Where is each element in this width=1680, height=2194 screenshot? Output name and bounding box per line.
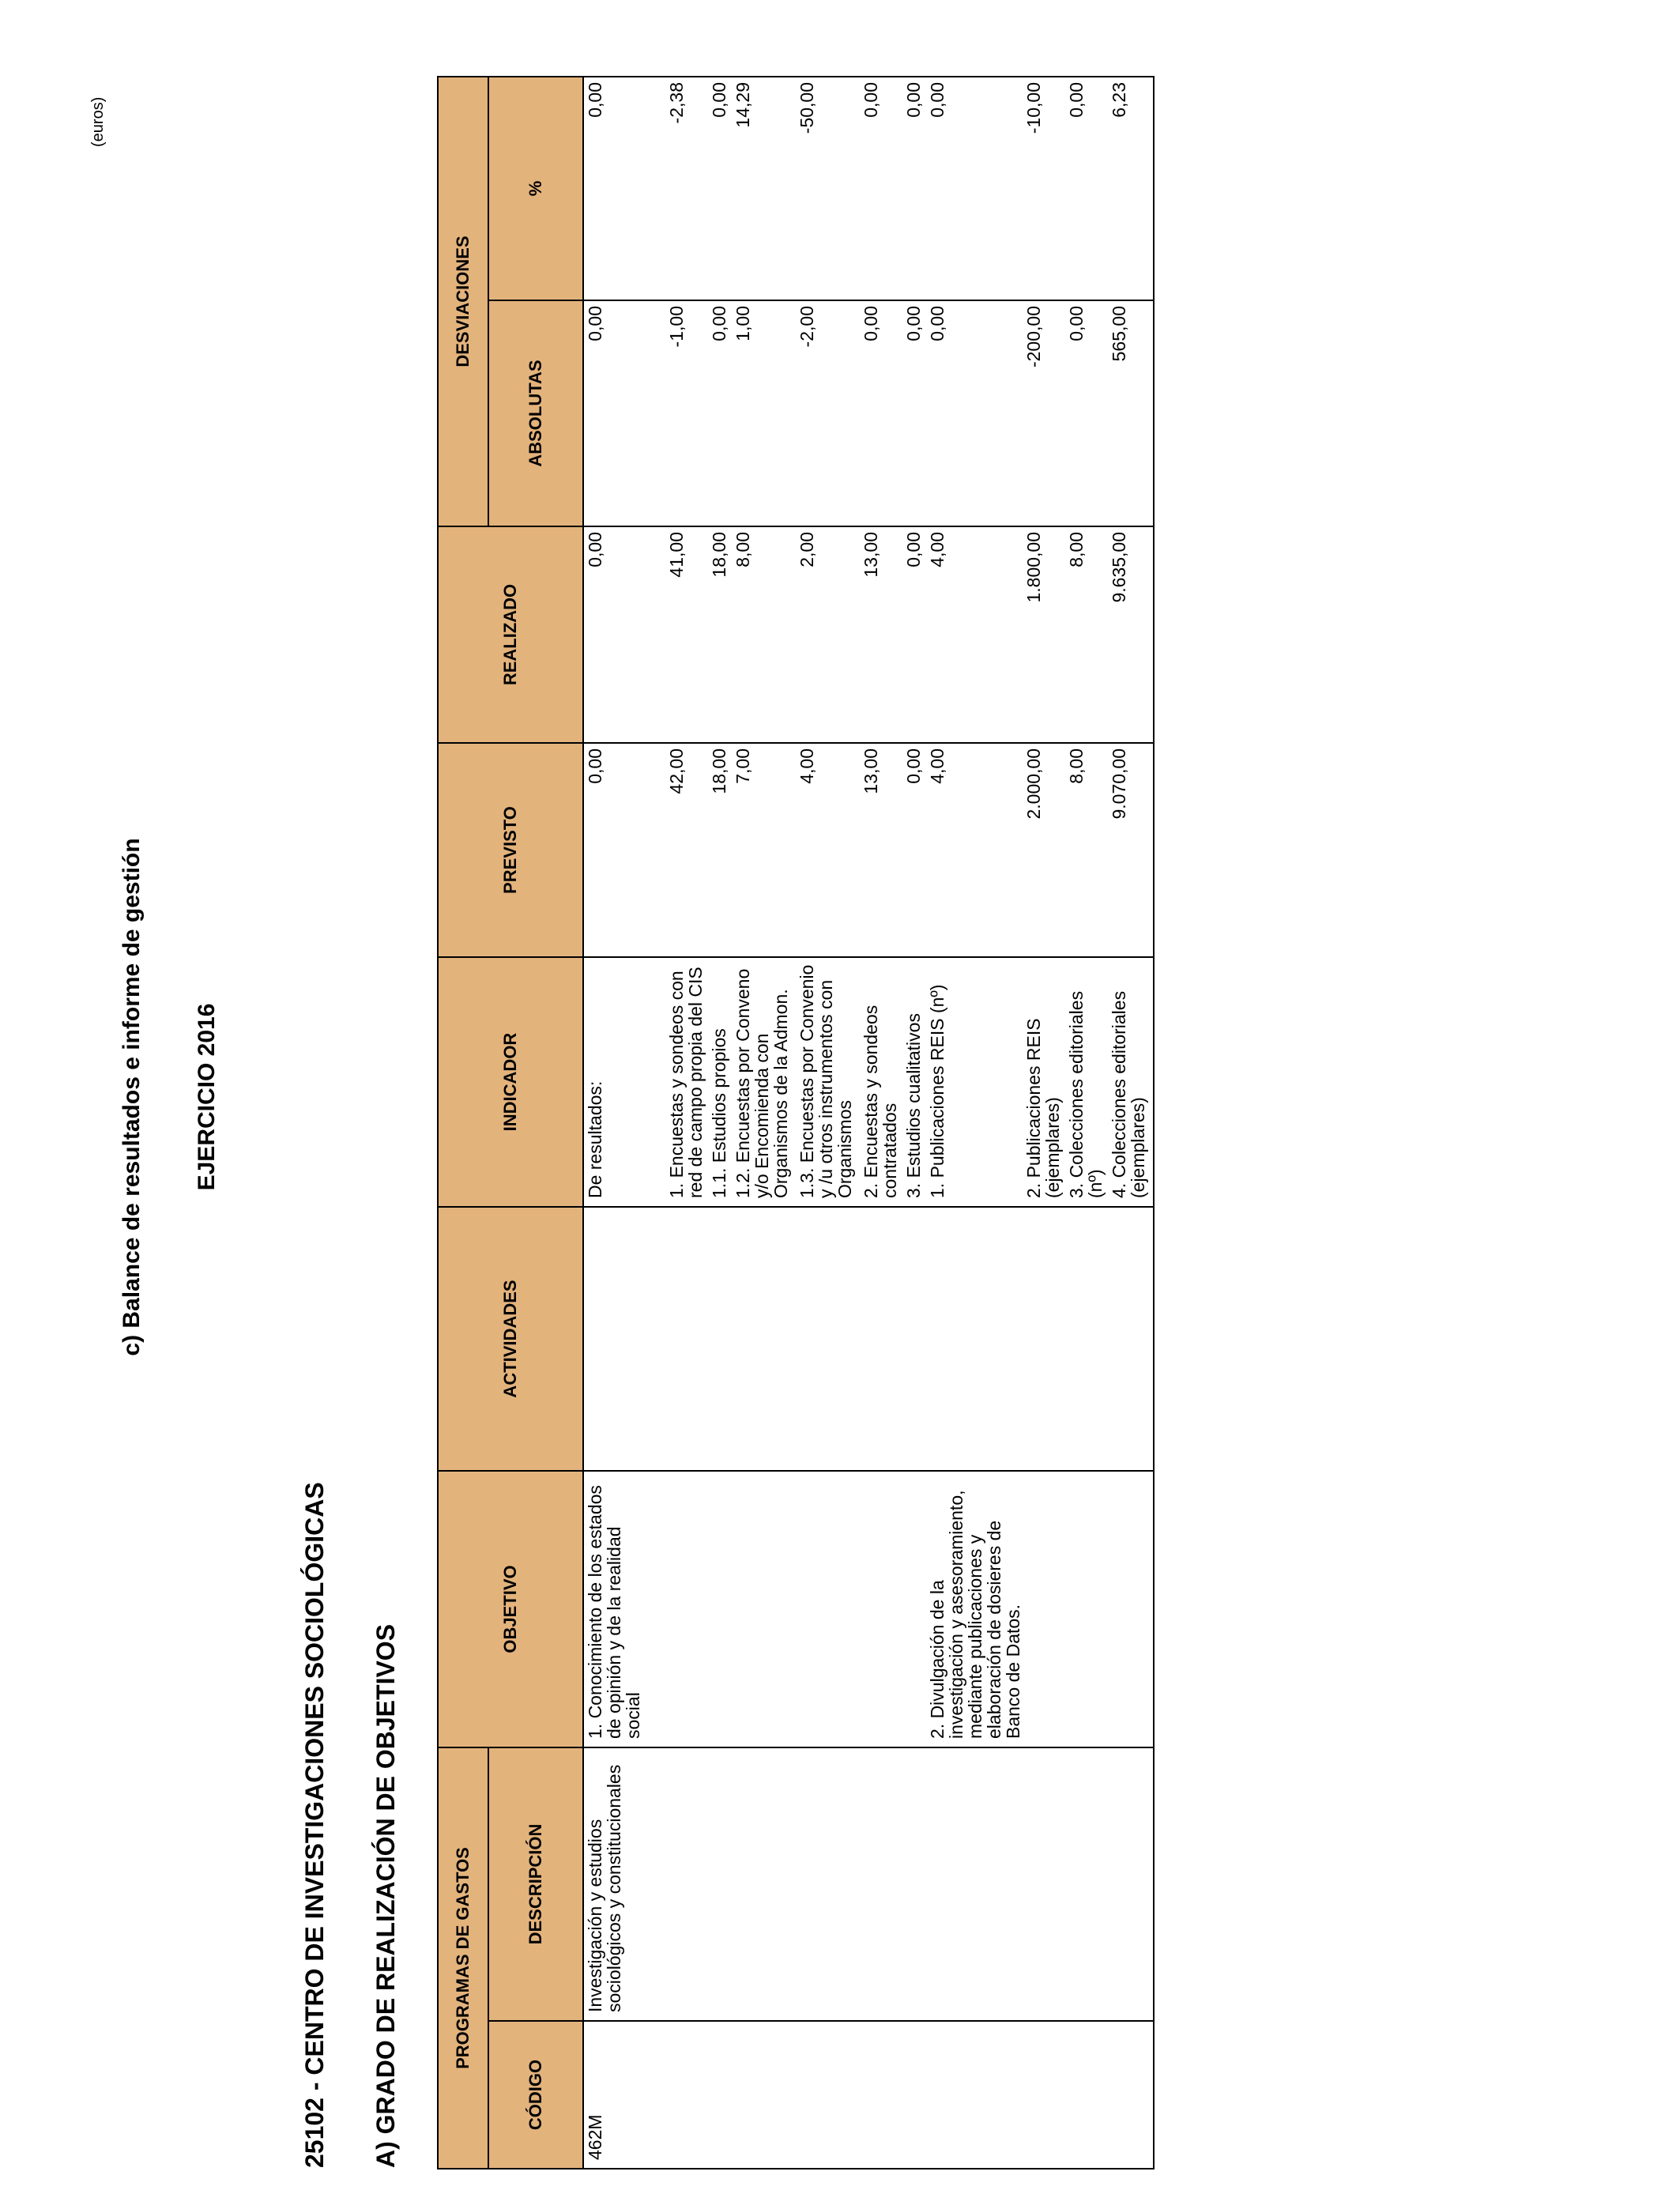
cell-absolutas: 1,00 (732, 300, 796, 526)
exercise-year: EJERCICIO 2016 (194, 1003, 220, 1191)
table-row (926, 77, 1023, 2169)
cell-pct: 0,00 (902, 77, 926, 300)
cell-pct: 14,29 (732, 77, 796, 300)
cell-previsto: 4,00 (796, 743, 860, 957)
cell-codigo: 462M (583, 2021, 665, 2169)
cell-indicador: 1. Publicaciones REIS (nº) (926, 957, 1023, 1207)
cell-descripcion (1023, 1747, 1065, 2021)
cell-codigo (1065, 2021, 1108, 2169)
cell-absolutas: -1,00 (665, 300, 708, 526)
cell-descripcion (1065, 1747, 1108, 2021)
cell-descripcion: Investigación y estudios sociológicos y constitucionales (583, 1747, 665, 2021)
entity-title: 25102 - CENTRO DE INVESTIGACIONES SOCIOLÓGICAS (300, 1482, 329, 2168)
cell-realizado: 18,00 (708, 526, 732, 743)
cell-indicador: 4. Colecciones editoriales (ejemplares) (1108, 957, 1154, 1207)
cell-actividades (708, 1207, 732, 1471)
cell-objetivo (708, 1471, 732, 1747)
cell-previsto: 7,00 (732, 743, 796, 957)
cell-descripcion (902, 1747, 926, 2021)
units-label: (euros) (89, 96, 107, 147)
cell-indicador: 3. Colecciones editoriales (nº) (1065, 957, 1108, 1207)
table-row (708, 77, 732, 2169)
cell-indicador: 3. Estudios cualitativos (902, 957, 926, 1207)
cell-objetivo (1065, 1471, 1108, 1747)
cell-descripcion (665, 1747, 708, 2021)
cell-realizado: 1.800,00 (1023, 526, 1065, 743)
cell-indicador: 1.1. Estudios propios (708, 957, 732, 1207)
table-row (665, 77, 708, 2169)
col-percent: % (488, 77, 583, 300)
cell-indicador: 1. Encuestas y sondeos con red de campo propia del CIS (665, 957, 708, 1207)
col-realizado: REALIZADO (438, 526, 583, 743)
cell-objetivo (1023, 1471, 1065, 1747)
cell-objetivo (860, 1471, 902, 1747)
table-row (732, 77, 796, 2169)
cell-codigo (796, 2021, 860, 2169)
cell-objetivo: 2. Divulgación de la investigación y asesoramiento, mediante publicaciones y elaboración de dosieres de Banco de Datos. (926, 1471, 1023, 1747)
cell-realizado: 0,00 (902, 526, 926, 743)
cell-previsto: 8,00 (1065, 743, 1108, 957)
table-row (1108, 77, 1154, 2169)
col-actividades: ACTIVIDADES (438, 1207, 583, 1471)
section-title: c) Balance de resultados e informe de gestión (119, 838, 145, 1356)
col-objetivo: OBJETIVO (438, 1471, 583, 1747)
table-row (860, 77, 902, 2169)
cell-realizado: 41,00 (665, 526, 708, 743)
cell-codigo (732, 2021, 796, 2169)
cell-codigo (926, 2021, 1023, 2169)
cell-objetivo (665, 1471, 708, 1747)
cell-objetivo (732, 1471, 796, 1747)
cell-actividades (665, 1207, 708, 1471)
cell-realizado: 8,00 (1065, 526, 1108, 743)
objectives-table (437, 76, 1155, 2169)
cell-pct: -10,00 (1023, 77, 1065, 300)
cell-actividades (1108, 1207, 1154, 1471)
cell-codigo (860, 2021, 902, 2169)
cell-indicador: 1.2. Encuestas por Conveno y/o Encomienda con Organismos de la Admon. (732, 957, 796, 1207)
cell-pct: 0,00 (1065, 77, 1108, 300)
cell-absolutas: 565,00 (1108, 300, 1154, 526)
cell-realizado: 9.635,00 (1108, 526, 1154, 743)
col-indicador: INDICADOR (438, 957, 583, 1207)
cell-absolutas: 0,00 (926, 300, 1023, 526)
cell-realizado: 8,00 (732, 526, 796, 743)
cell-codigo (708, 2021, 732, 2169)
cell-actividades (796, 1207, 860, 1471)
cell-descripcion (1108, 1747, 1154, 2021)
col-absolutas: ABSOLUTAS (488, 300, 583, 526)
cell-descripcion (860, 1747, 902, 2021)
cell-descripcion (926, 1747, 1023, 2021)
cell-absolutas: -200,00 (1023, 300, 1065, 526)
cell-pct: 0,00 (860, 77, 902, 300)
col-codigo: CÓDIGO (488, 2021, 583, 2169)
cell-descripcion (796, 1747, 860, 2021)
cell-descripcion (732, 1747, 796, 2021)
table-row (1065, 77, 1108, 2169)
cell-previsto: 42,00 (665, 743, 708, 957)
cell-codigo (902, 2021, 926, 2169)
cell-objetivo (796, 1471, 860, 1747)
cell-codigo (665, 2021, 708, 2169)
cell-objetivo (902, 1471, 926, 1747)
cell-indicador: 2. Publicaciones REIS (ejemplares) (1023, 957, 1065, 1207)
cell-pct: 0,00 (708, 77, 732, 300)
table-body (583, 77, 1154, 2169)
cell-pct: 6,23 (1108, 77, 1154, 300)
cell-actividades (732, 1207, 796, 1471)
cell-absolutas: 0,00 (1065, 300, 1108, 526)
group-desviaciones: DESVIACIONES (438, 77, 488, 526)
cell-previsto: 9.070,00 (1108, 743, 1154, 957)
cell-indicador: 1.3. Encuestas por Convenio y /u otros instrumentos con Organismos (796, 957, 860, 1207)
cell-previsto: 13,00 (860, 743, 902, 957)
cell-previsto: 4,00 (926, 743, 1023, 957)
cell-absolutas: 0,00 (860, 300, 902, 526)
cell-absolutas: 0,00 (583, 300, 665, 526)
table-row (902, 77, 926, 2169)
cell-actividades (860, 1207, 902, 1471)
cell-objetivo: 1. Conocimiento de los estados de opinión y de la realidad social (583, 1471, 665, 1747)
cell-actividades (583, 1207, 665, 1471)
cell-pct: 0,00 (926, 77, 1023, 300)
cell-objetivo (1108, 1471, 1154, 1747)
cell-realizado: 2,00 (796, 526, 860, 743)
page-subtitle: A) GRADO DE REALIZACIÓN DE OBJETIVOS (371, 1623, 400, 2168)
group-programas-gastos: PROGRAMAS DE GASTOS (438, 1747, 488, 2169)
cell-absolutas: 0,00 (708, 300, 732, 526)
cell-actividades (926, 1207, 1023, 1471)
cell-actividades (1023, 1207, 1065, 1471)
cell-descripcion (708, 1747, 732, 2021)
col-previsto: PREVISTO (438, 743, 583, 957)
col-descripcion: DESCRIPCIÓN (488, 1747, 583, 2021)
cell-realizado: 13,00 (860, 526, 902, 743)
cell-actividades (1065, 1207, 1108, 1471)
cell-realizado: 4,00 (926, 526, 1023, 743)
cell-actividades (902, 1207, 926, 1471)
cell-absolutas: -2,00 (796, 300, 860, 526)
cell-indicador: De resultados: (583, 957, 665, 1207)
cell-previsto: 0,00 (902, 743, 926, 957)
cell-pct: 0,00 (583, 77, 665, 300)
cell-pct: -2,38 (665, 77, 708, 300)
table-row (796, 77, 860, 2169)
cell-codigo (1023, 2021, 1065, 2169)
cell-indicador: 2. Encuestas y sondeos contratados (860, 957, 902, 1207)
table-row (1023, 77, 1065, 2169)
cell-pct: -50,00 (796, 77, 860, 300)
cell-realizado: 0,00 (583, 526, 665, 743)
cell-codigo (1108, 2021, 1154, 2169)
cell-previsto: 0,00 (583, 743, 665, 957)
cell-previsto: 2.000,00 (1023, 743, 1065, 957)
table-row (583, 77, 665, 2169)
cell-absolutas: 0,00 (902, 300, 926, 526)
cell-previsto: 18,00 (708, 743, 732, 957)
